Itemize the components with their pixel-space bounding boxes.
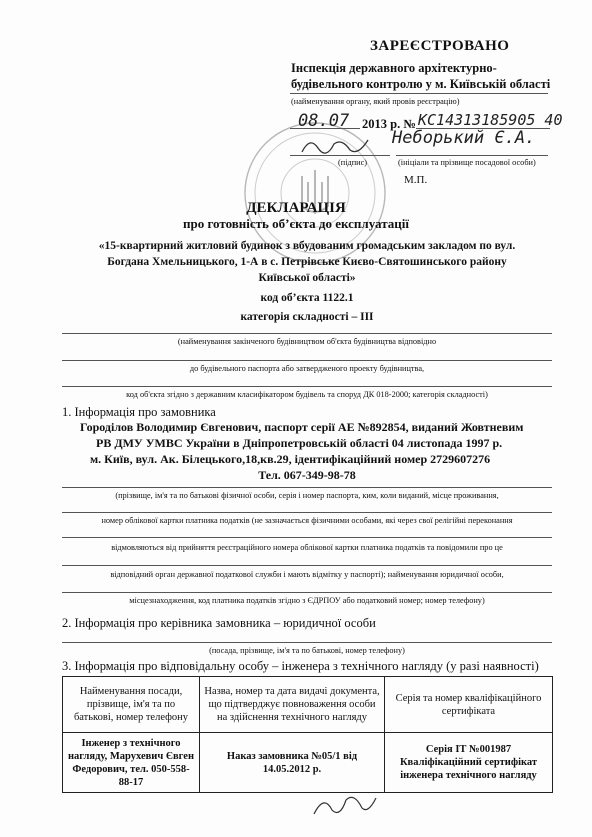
technical-supervision-table: [62, 676, 553, 793]
object-code: код об’єкта 1122.1: [260, 292, 354, 304]
customer-line1: Городілов Володимир Євгенович, паспорт серії АЕ №892854, виданий Жовтневим: [80, 420, 524, 434]
bottom-signature: [310, 790, 380, 820]
certificate-number: Серія ІТ №001987: [425, 744, 512, 755]
section1-caption5: місцезнаходження, код платника податків згідно з ЄДРПОУ або податковий номер; номер телефону): [129, 596, 485, 605]
certificate-description: Кваліфікаційний сертифікат інженера технічного нагляду: [399, 757, 538, 781]
mp-label: М.П.: [404, 174, 428, 186]
authority-caption: (найменування органу, який провів реєстрацію): [291, 97, 460, 106]
section2-heading: 2. Інформація про керівника замовника – юридичної особи: [62, 616, 376, 630]
object-line2: Богдана Хмельницького, 1-А в с. Петрівське Києво-Святошинського району: [107, 256, 507, 268]
authority-line2: будівельного контролю у м. Київській області: [291, 77, 551, 91]
declaration-title: ДЕКЛАРАЦІЯ: [246, 200, 346, 216]
initials-caption: (ініціали та прізвище посадової особи): [398, 158, 536, 167]
declaration-caption2: до будівельного паспорта або затвердженого проекту будівництва,: [189, 364, 425, 373]
section1-caption2: номер облікової картки платника податків (не зазначається фізичними особами, які через свої релігійні переконання: [101, 516, 513, 525]
declaration-subtitle: про готовність об’єкта до експлуатації: [183, 216, 409, 231]
sign-caption: (підпис): [338, 158, 368, 167]
authority-line1: Інспекція державного архітектурно-: [291, 61, 497, 75]
declaration-caption1: (найменування закінченого будівництвом об'єкта будівництва відповідно: [177, 337, 437, 346]
table-header-certificate: Серія та номер кваліфікаційного сертифіката: [385, 677, 553, 733]
object-line3: Київської області»: [258, 272, 356, 284]
table-cell-document: Наказ замовника №05/1 від 14.05.2012 р.: [200, 733, 385, 793]
customer-line2: РВ ДМУ УМВС України в Дніпропетровській області 04 листопада 1997 р.: [96, 436, 503, 450]
registration-number: КС14313185905 40: [418, 111, 563, 129]
customer-line3: м. Київ, вул. Ак. Білецького,18,кв.29, ідентифікаційний номер 2729607276: [90, 452, 491, 466]
table-header-person: Найменування посади, прізвище, ім'я та по батькові, номер телефону: [63, 677, 200, 733]
customer-phone: Тел. 067-349-98-78: [258, 468, 356, 482]
section1-caption1: (прізвище, ім'я та по батькові фізичної особи, серія і номер паспорта, ким, коли виданий, місце проживання,: [115, 491, 499, 500]
section2-caption: (посада, прізвище, ім'я та по батькові, номер телефону): [209, 646, 405, 655]
registration-date: 08.07: [298, 111, 350, 131]
table-cell-person: Інженер з технічного нагляду, Марухевич Євген Федорович, тел. 050-558-88-17: [63, 733, 200, 793]
section1-caption3: відмовляються від прийняття реєстраційного номера облікової картки платника податків та повідомили про це: [111, 543, 503, 552]
section1-caption4: відповідний орган державної податкової служби і мають відмітку у паспорті); найменування юридичної особи,: [110, 570, 504, 579]
signature-name: Неборький Є.А.: [392, 128, 536, 148]
registration-year: 2013 р. №: [362, 117, 416, 131]
complexity-category: категорія складності – ІІІ: [240, 311, 374, 323]
stamp-title: ЗАРЕЄСТРОВАНО: [370, 38, 510, 54]
table-cell-certificate: [385, 733, 553, 793]
table-header-row: [63, 677, 553, 733]
section3-heading: 3. Інформація про відповідальну особу – інженера з технічного нагляду (у разі наявності): [62, 659, 539, 673]
object-line1: «15-квартирний житловий будинок з вбудованим громадським закладом по вул.: [98, 240, 516, 252]
declaration-caption3: код об'єкта згідно з державним класифікатором будівель та споруд ДК 018-2000; категорія складності): [126, 390, 488, 399]
section1-heading: 1. Інформація про замовника: [62, 405, 216, 419]
table-header-document: Назва, номер та дата видачі документа, що підтверджує повноваження особи на здійснення технічного нагляду: [200, 677, 385, 733]
table-row: [63, 733, 553, 793]
